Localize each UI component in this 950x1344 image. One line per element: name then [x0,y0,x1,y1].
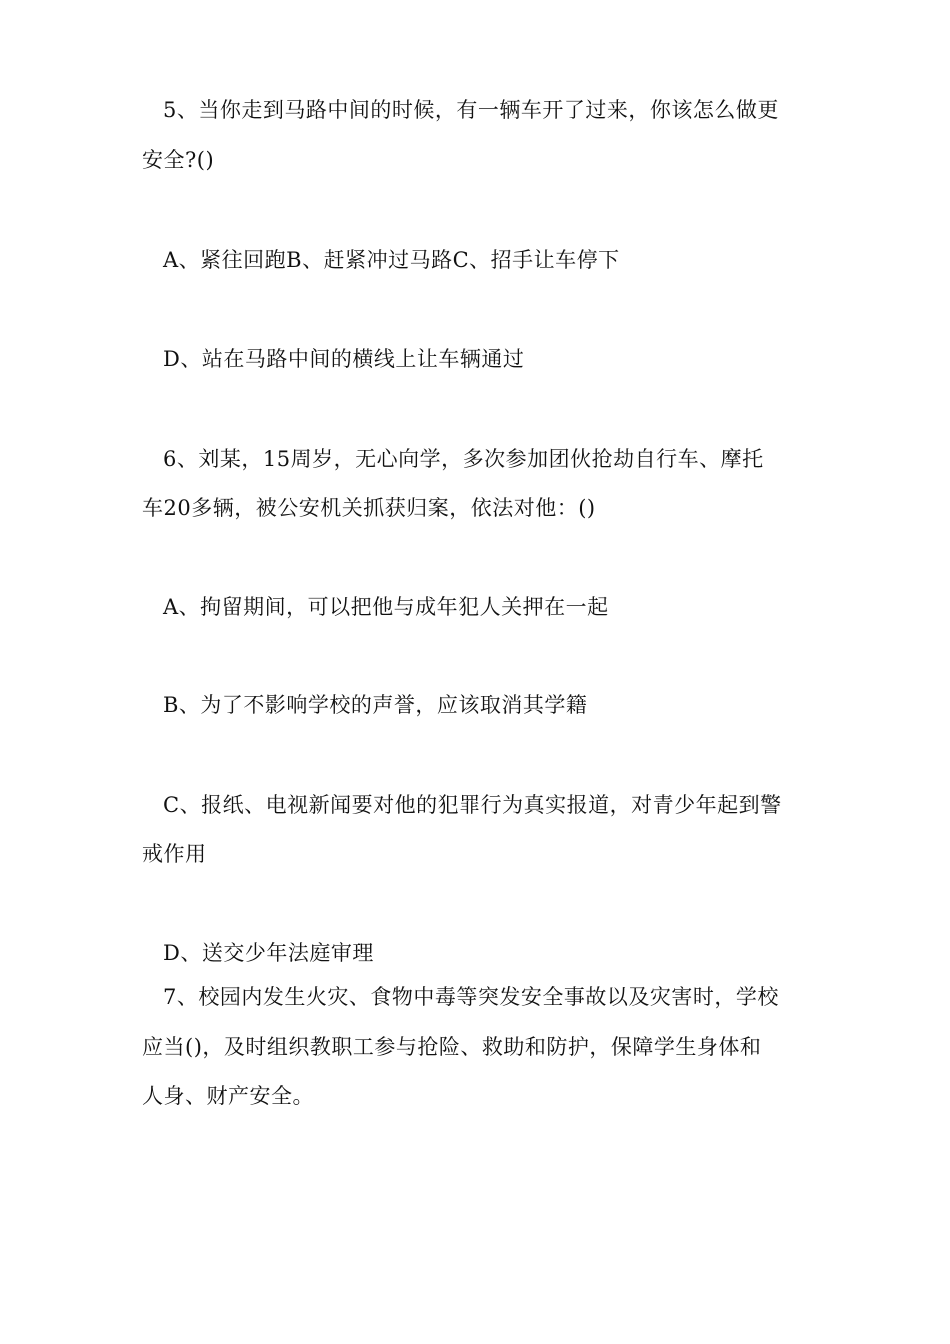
question-6-option-c-line-1: C、报纸、电视新闻要对他的犯罪行为真实报道，对青少年起到警 [163,793,782,817]
question-5-line-1: 5、当你走到马路中间的时候，有一辆车开了过来，你该怎么做更 [163,98,779,122]
question-6-option-d: D、送交少年法庭审理 [163,941,374,965]
question-6-option-a: A、拘留期间，可以把他与成年犯人关押在一起 [163,595,609,619]
question-7-line-2: 应当()，及时组织教职工参与抢险、救助和防护，保障学生身体和 [142,1035,762,1059]
question-6-line-2: 车20多辆，被公安机关抓获归案，依法对他：() [142,496,596,520]
question-5-option-d: D、站在马路中间的横线上让车辆通过 [163,347,525,371]
question-6-line-1: 6、刘某，15周岁，无心向学，多次参加团伙抢劫自行车、摩托 [163,447,764,471]
question-7-line-1: 7、校园内发生火灾、食物中毒等突发安全事故以及灾害时，学校 [163,985,779,1009]
question-5-options-abc: A、紧往回跑B、赶紧冲过马路C、招手让车停下 [163,248,620,272]
question-6-option-c-line-2: 戒作用 [142,842,207,866]
question-7-line-3: 人身、财产安全。 [142,1084,314,1108]
question-6-option-b: B、为了不影响学校的声誉，应该取消其学籍 [163,693,588,717]
question-5-line-2: 安全?() [142,148,215,172]
